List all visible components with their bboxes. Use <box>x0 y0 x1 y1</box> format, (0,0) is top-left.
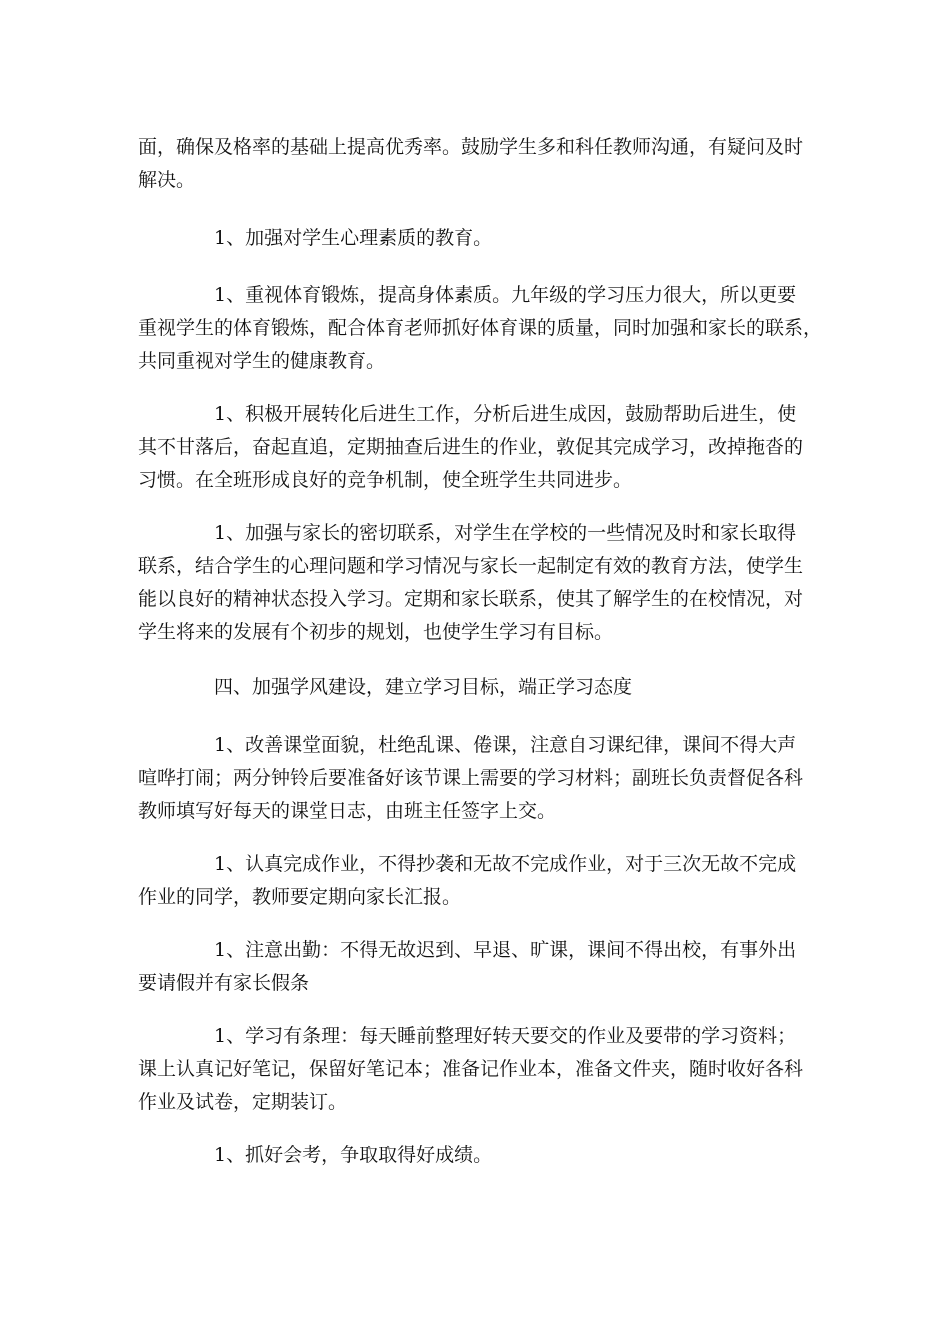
paragraph-line: 1、改善课堂面貌，杜绝乱课、倦课，注意自习课纪律，课间不得大声 <box>214 734 797 756</box>
paragraph-line: 作业的同学，教师要定期向家长汇报。 <box>138 886 462 908</box>
paragraph <box>138 934 818 1000</box>
paragraph <box>138 1020 818 1119</box>
paragraph-line: 喧哗打闹；两分钟铃后要准备好该节课上需要的学习材料；副班长负责督促各科 <box>138 767 804 789</box>
paragraph-line: 重视学生的体育锻炼，配合体育老师抓好体育课的质量，同时加强和家长的联系， <box>138 317 823 339</box>
paragraph-line: 教师填写好每天的课堂日志，由班主任签字上交。 <box>138 800 557 822</box>
paragraph-line: 学生将来的发展有个初步的规划，也使学生学习有目标。 <box>138 621 614 643</box>
paragraph-line: 共同重视对学生的健康教育。 <box>138 350 386 372</box>
paragraph <box>138 848 818 914</box>
paragraph-line: 习惯。在全班形成良好的竞争机制，使全班学生共同进步。 <box>138 469 633 491</box>
paragraph-line: 作业及试卷，定期装订。 <box>138 1091 348 1113</box>
paragraph <box>138 222 818 255</box>
paragraph <box>138 279 823 378</box>
paragraph-line: 1、学习有条理：每天睡前整理好转天要交的作业及要带的学习资料； <box>214 1025 797 1047</box>
paragraph-line: 课上认真记好笔记，保留好笔记本；准备记作业本，准备文件夹，随时收好各科 <box>138 1058 804 1080</box>
paragraph <box>138 131 818 197</box>
paragraph <box>138 517 818 649</box>
paragraph-line: 1、重视体育锻炼，提高身体素质。九年级的学习压力很大，所以更要 <box>214 284 797 306</box>
paragraph-line: 要请假并有家长假条 <box>138 972 310 994</box>
paragraph-line: 1、加强对学生心理素质的教育。 <box>214 227 493 249</box>
paragraph <box>138 398 818 497</box>
paragraph <box>138 1139 818 1172</box>
paragraph <box>138 729 818 828</box>
paragraph-line: 解决。 <box>138 169 196 191</box>
paragraph-line: 1、积极开展转化后进生工作，分析后进生成因，鼓励帮助后进生，使 <box>214 403 797 425</box>
paragraph-line: 联系，结合学生的心理问题和学习情况与家长一起制定有效的教育方法，使学生 <box>138 555 804 577</box>
paragraph-line: 其不甘落后，奋起直追，定期抽查后进生的作业，敦促其完成学习，改掉拖沓的 <box>138 436 804 458</box>
paragraph-line: 面，确保及格率的基础上提高优秀率。鼓励学生多和科任教师沟通，有疑问及时 <box>138 136 804 158</box>
section-heading <box>138 671 818 704</box>
section-heading-text: 四、加强学风建设，建立学习目标，端正学习态度 <box>214 676 633 698</box>
paragraph-line: 能以良好的精神状态投入学习。定期和家长联系，使其了解学生的在校情况，对 <box>138 588 804 610</box>
paragraph-line: 1、注意出勤：不得无故迟到、早退、旷课，课间不得出校，有事外出 <box>214 939 797 961</box>
paragraph-line: 1、抓好会考，争取取得好成绩。 <box>214 1144 493 1166</box>
paragraph-line: 1、认真完成作业，不得抄袭和无故不完成作业，对于三次无故不完成 <box>214 853 797 875</box>
paragraph-line: 1、加强与家长的密切联系，对学生在学校的一些情况及时和家长取得 <box>214 522 797 544</box>
